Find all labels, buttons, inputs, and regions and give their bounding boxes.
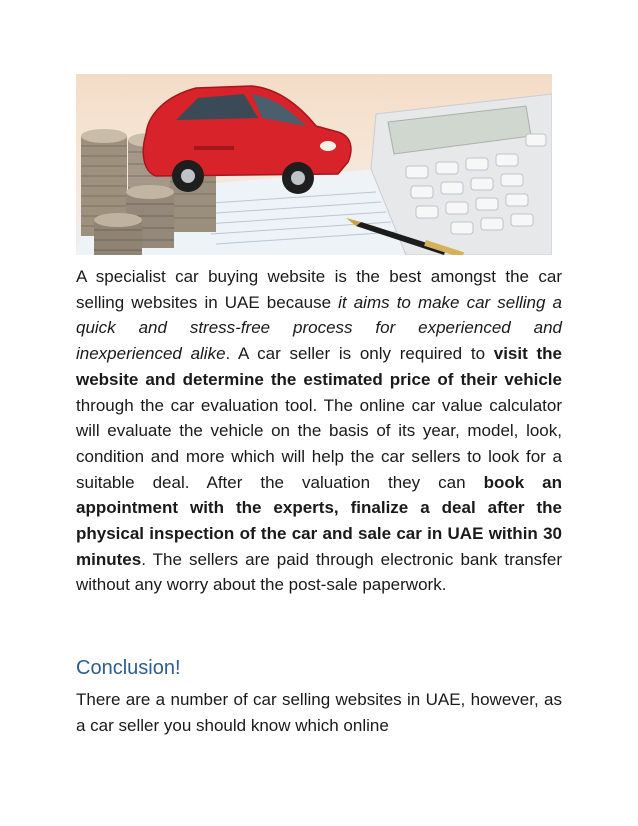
body-paragraph [76, 264, 562, 598]
paragraph-text: A specialist car buying website is the best amongst the car selling websites in UAE because [76, 267, 562, 312]
bold-text: visit the website and determine the estimated price of their vehicle [76, 344, 562, 389]
calculator [371, 94, 552, 255]
section-heading: Conclusion! [76, 657, 181, 679]
emphasis-text: it aims to make car selling a quick and stress-free process for experienced and inexperienced alike [76, 292, 562, 364]
car-finance-illustration [76, 74, 552, 255]
paragraph-text: through the car evaluation tool. The online car value calculator will evaluate the vehicle on the basis of its year, model, look, condition and more which will help the car sellers to look for a suitable deal. After the valuation they can [76, 395, 562, 492]
car-coins-calculator-image [76, 74, 552, 255]
paragraph-text: . A car seller is only required to [225, 344, 494, 364]
paragraph-text: . The sellers are paid through electronic bank transfer without any worry about the post-sale paperwork. [76, 549, 562, 595]
body-paragraph-conclusion: There are a number of car selling websites in UAE, however, as a car seller you should know which online [76, 690, 562, 735]
bold-text: book an appointment with the experts, finalize a deal after the physical inspection of the car and sale car in UAE within 30 minutes [76, 472, 562, 569]
